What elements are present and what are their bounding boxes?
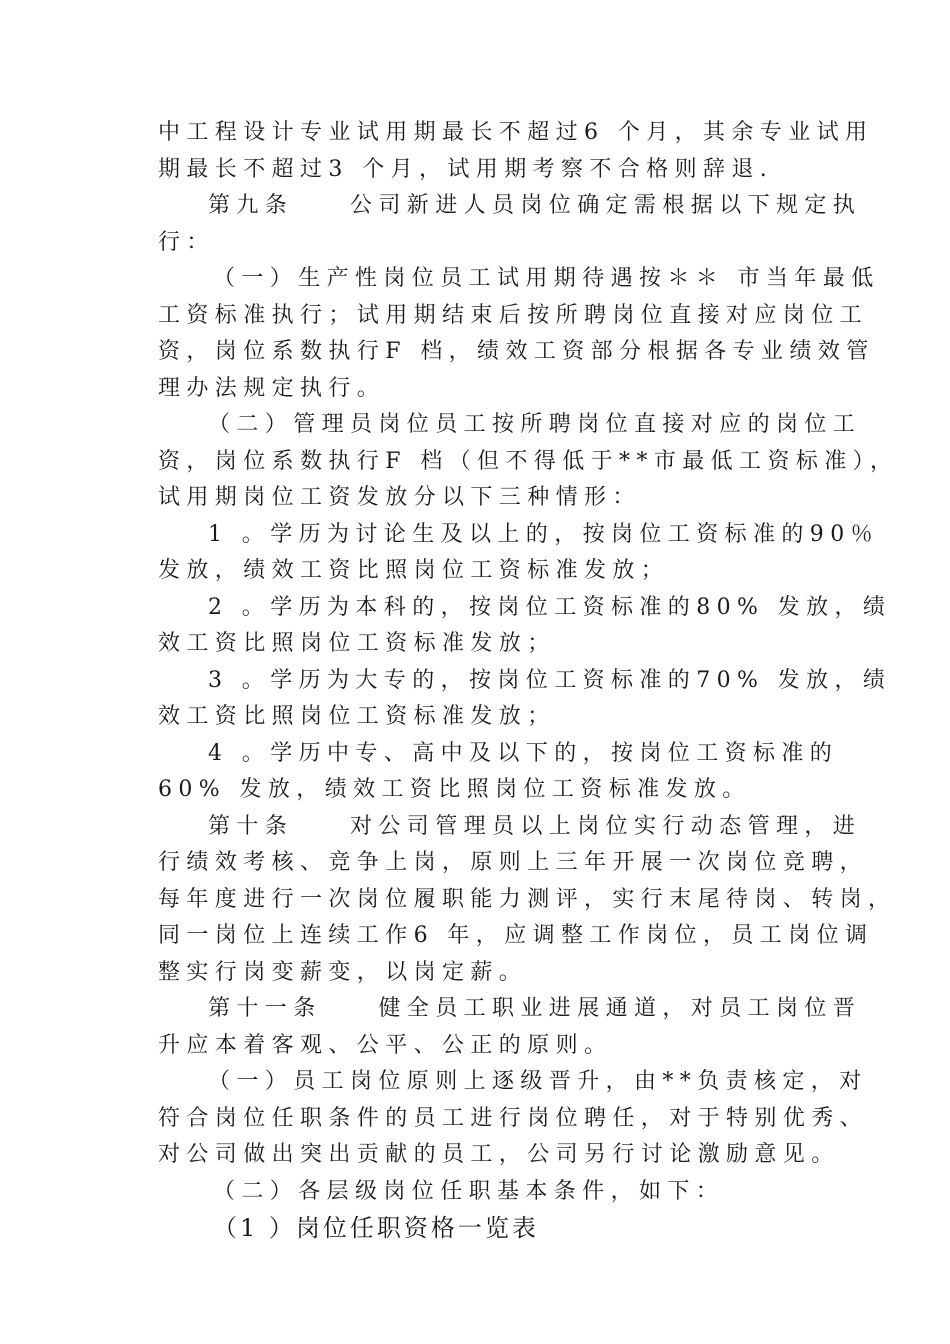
- text-line: 60% 发放，绩效工资比照岗位工资标准发放。: [158, 777, 751, 802]
- text-line: 行绩效考核、竞争上岗，原则上三年开展一次岗位竞聘，: [158, 850, 869, 875]
- text-line: 发放，绩效工资比照岗位工资标准发放；: [158, 558, 670, 583]
- text-line: 行：: [158, 229, 215, 255]
- text-line: 资，岗位系数执行F 档（但不得低于**市最低工资标准），: [158, 448, 899, 474]
- text-line: 符合岗位任职条件的员工进行岗位聘任，对于特别优秀、: [158, 1105, 869, 1131]
- text-line: 资，岗位系数执行F 档，绩效工资部分根据各专业绩效管: [158, 339, 875, 364]
- text-line: 整实行岗变薪变，以岗定薪。: [158, 959, 528, 985]
- text-line: 中工程设计专业试用期最长不超过6 个月，其余专业试用: [158, 120, 874, 145]
- item-2: 2 。学历为本科的，按岗位工资标准的80% 发放，绩: [208, 594, 892, 620]
- text-line: 期最长不超过3 个月，试用期考察不合格则辞退.: [158, 156, 774, 182]
- text-line: 对公司做出突出贡献的员工，公司另行讨论激励意见。: [158, 1142, 840, 1167]
- text-line: 同一岗位上连续工作6 年，应调整工作岗位，员工岗位调: [158, 923, 874, 948]
- article-9-heading: 第九条 公司新进人员岗位确定需根据以下规定执: [208, 193, 862, 218]
- clause-1: （一）生产性岗位员工试用期待遇按＊＊ 市当年最低: [213, 266, 880, 291]
- text-line: 每年度进行一次岗位履职能力测评，实行末尾待岗、转岗，: [158, 886, 897, 912]
- item-4: 4 。学历中专、高中及以下的，按岗位工资标准的: [208, 740, 839, 766]
- text-line: 效工资比照岗位工资标准发放；: [158, 704, 556, 729]
- text-line: 升应本着客观、公平、公正的原则。: [158, 1032, 613, 1058]
- text-line: 工资标准执行；试用期结束后按所聘岗位直接对应岗位工: [158, 302, 869, 328]
- clause-2: （二）各层级岗位任职基本条件，如下：: [213, 1178, 725, 1204]
- document-body: [158, 115, 899, 1247]
- item-3: 3 。学历为大专的，按岗位工资标准的70% 发放，绩: [208, 667, 892, 693]
- article-10-heading: 第十条 对公司管理员以上岗位实行动态管理，进: [208, 813, 862, 839]
- text-line: 理办法规定执行。: [158, 375, 386, 401]
- clause-2: （二）管理员岗位员工按所聘岗位直接对应的岗位工: [208, 412, 862, 437]
- text-line: 试用期岗位工资发放分以下三种情形：: [158, 485, 641, 510]
- table-title: （1 ）岗位任职资格一览表: [213, 1214, 539, 1242]
- clause-1: （一）员工岗位原则上逐级晋升，由**负责核定，对: [208, 1069, 868, 1094]
- text-line: 效工资比照岗位工资标准发放；: [158, 631, 556, 656]
- item-1: 1 。学历为讨论生及以上的，按岗位工资标准的90％: [208, 521, 879, 547]
- article-11-heading: 第十一条 健全员工职业进展通道，对员工岗位晋: [208, 996, 862, 1021]
